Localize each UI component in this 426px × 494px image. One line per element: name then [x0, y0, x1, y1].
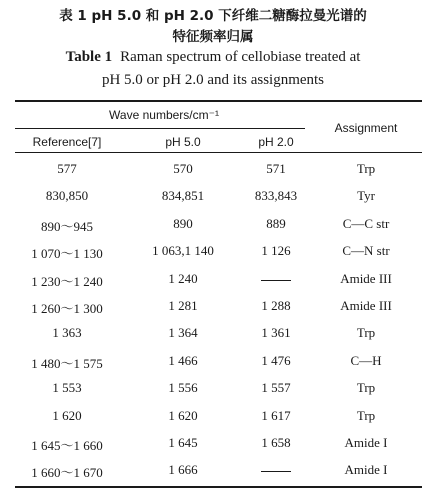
table-header-rule — [15, 152, 422, 153]
cell-assignment: Trp — [356, 325, 376, 340]
cell-ph5: 1 620 — [168, 408, 198, 423]
cell-ph2: 571 — [266, 161, 286, 176]
cell-assignment: Trp — [356, 380, 376, 395]
cell-ph5: 834,851 — [161, 188, 205, 203]
cell-assignment: Amide III — [340, 271, 392, 286]
cell-ph2: 1 476 — [261, 353, 291, 368]
header-ph2: pH 2.0 — [258, 135, 294, 149]
table-title-english-text: Raman spectrum of cellobiase treated at — [120, 49, 361, 65]
cell-ph5: 1 666 — [168, 462, 198, 477]
cell-ph2 — [261, 271, 291, 287]
wave-numbers-group-rule — [15, 128, 305, 129]
cell-reference: 1 363 — [52, 325, 82, 340]
table-title-chinese-line1: 表 1 pH 5.0 和 pH 2.0 下纤维二糖酶拉曼光谱的 — [59, 8, 367, 24]
table-top-rule — [15, 100, 422, 102]
cell-ph5: 890 — [173, 216, 193, 231]
cell-reference: 830,850 — [45, 188, 89, 203]
cell-reference: 1 645～1 660 — [31, 438, 103, 453]
cell-assignment: C—C str — [342, 216, 390, 231]
header-reference: Reference[7] — [32, 135, 102, 149]
header-assignment: Assignment — [334, 121, 398, 135]
table-bottom-rule — [15, 486, 422, 488]
cell-ph2: 1 126 — [261, 243, 291, 258]
cell-ph5: 570 — [173, 161, 193, 176]
cell-assignment: Trp — [356, 408, 376, 423]
empty-value-dash — [261, 471, 291, 472]
header-ph5: pH 5.0 — [165, 135, 201, 149]
cell-ph5: 1 466 — [168, 353, 198, 368]
cell-ph2: 1 658 — [261, 435, 291, 450]
cell-assignment: Trp — [356, 161, 376, 176]
cell-assignment: Amide I — [344, 435, 388, 450]
cell-reference: 1 070～1 130 — [31, 246, 103, 261]
cell-reference: 1 660～1 670 — [31, 465, 103, 480]
cell-ph2: 1 361 — [261, 325, 291, 340]
cell-reference: 1 553 — [52, 380, 82, 395]
cell-assignment: C—H — [350, 353, 382, 368]
table-title-english-line2: pH 5.0 or pH 2.0 and its assignments — [101, 72, 325, 88]
cell-reference: 577 — [57, 161, 77, 176]
cell-assignment: C—N str — [342, 243, 390, 258]
cell-ph5: 1 364 — [168, 325, 198, 340]
cell-assignment: Amide I — [344, 462, 388, 477]
cell-reference: 1 480～1 575 — [31, 356, 103, 371]
cell-ph5: 1 645 — [168, 435, 198, 450]
cell-ph2: 889 — [266, 216, 286, 231]
table-title-english-line1 — [0, 49, 426, 66]
empty-value-dash — [261, 280, 291, 281]
cell-ph5: 1 063,1 140 — [152, 243, 214, 258]
cell-assignment: Amide III — [340, 298, 392, 313]
cell-reference: 1 260～1 300 — [31, 301, 103, 316]
cell-assignment: Tyr — [357, 188, 375, 203]
cell-reference: 1 620 — [52, 408, 82, 423]
cell-ph5: 1 281 — [168, 298, 198, 313]
cell-ph2: 833,843 — [254, 188, 298, 203]
table-title-chinese-line2: 特征频率归属 — [172, 29, 254, 45]
table-label: Table 1 — [65, 49, 113, 65]
cell-ph2: 1 617 — [261, 408, 291, 423]
header-wave-numbers: Wave numbers/cm⁻¹ — [109, 108, 219, 122]
cell-ph2: 1 288 — [261, 298, 291, 313]
cell-reference: 1 230～1 240 — [31, 274, 103, 289]
cell-ph5: 1 240 — [168, 271, 198, 286]
cell-reference: 890～945 — [40, 219, 94, 234]
cell-ph5: 1 556 — [168, 380, 198, 395]
cell-ph2: 1 557 — [261, 380, 291, 395]
cell-ph2 — [261, 462, 291, 478]
